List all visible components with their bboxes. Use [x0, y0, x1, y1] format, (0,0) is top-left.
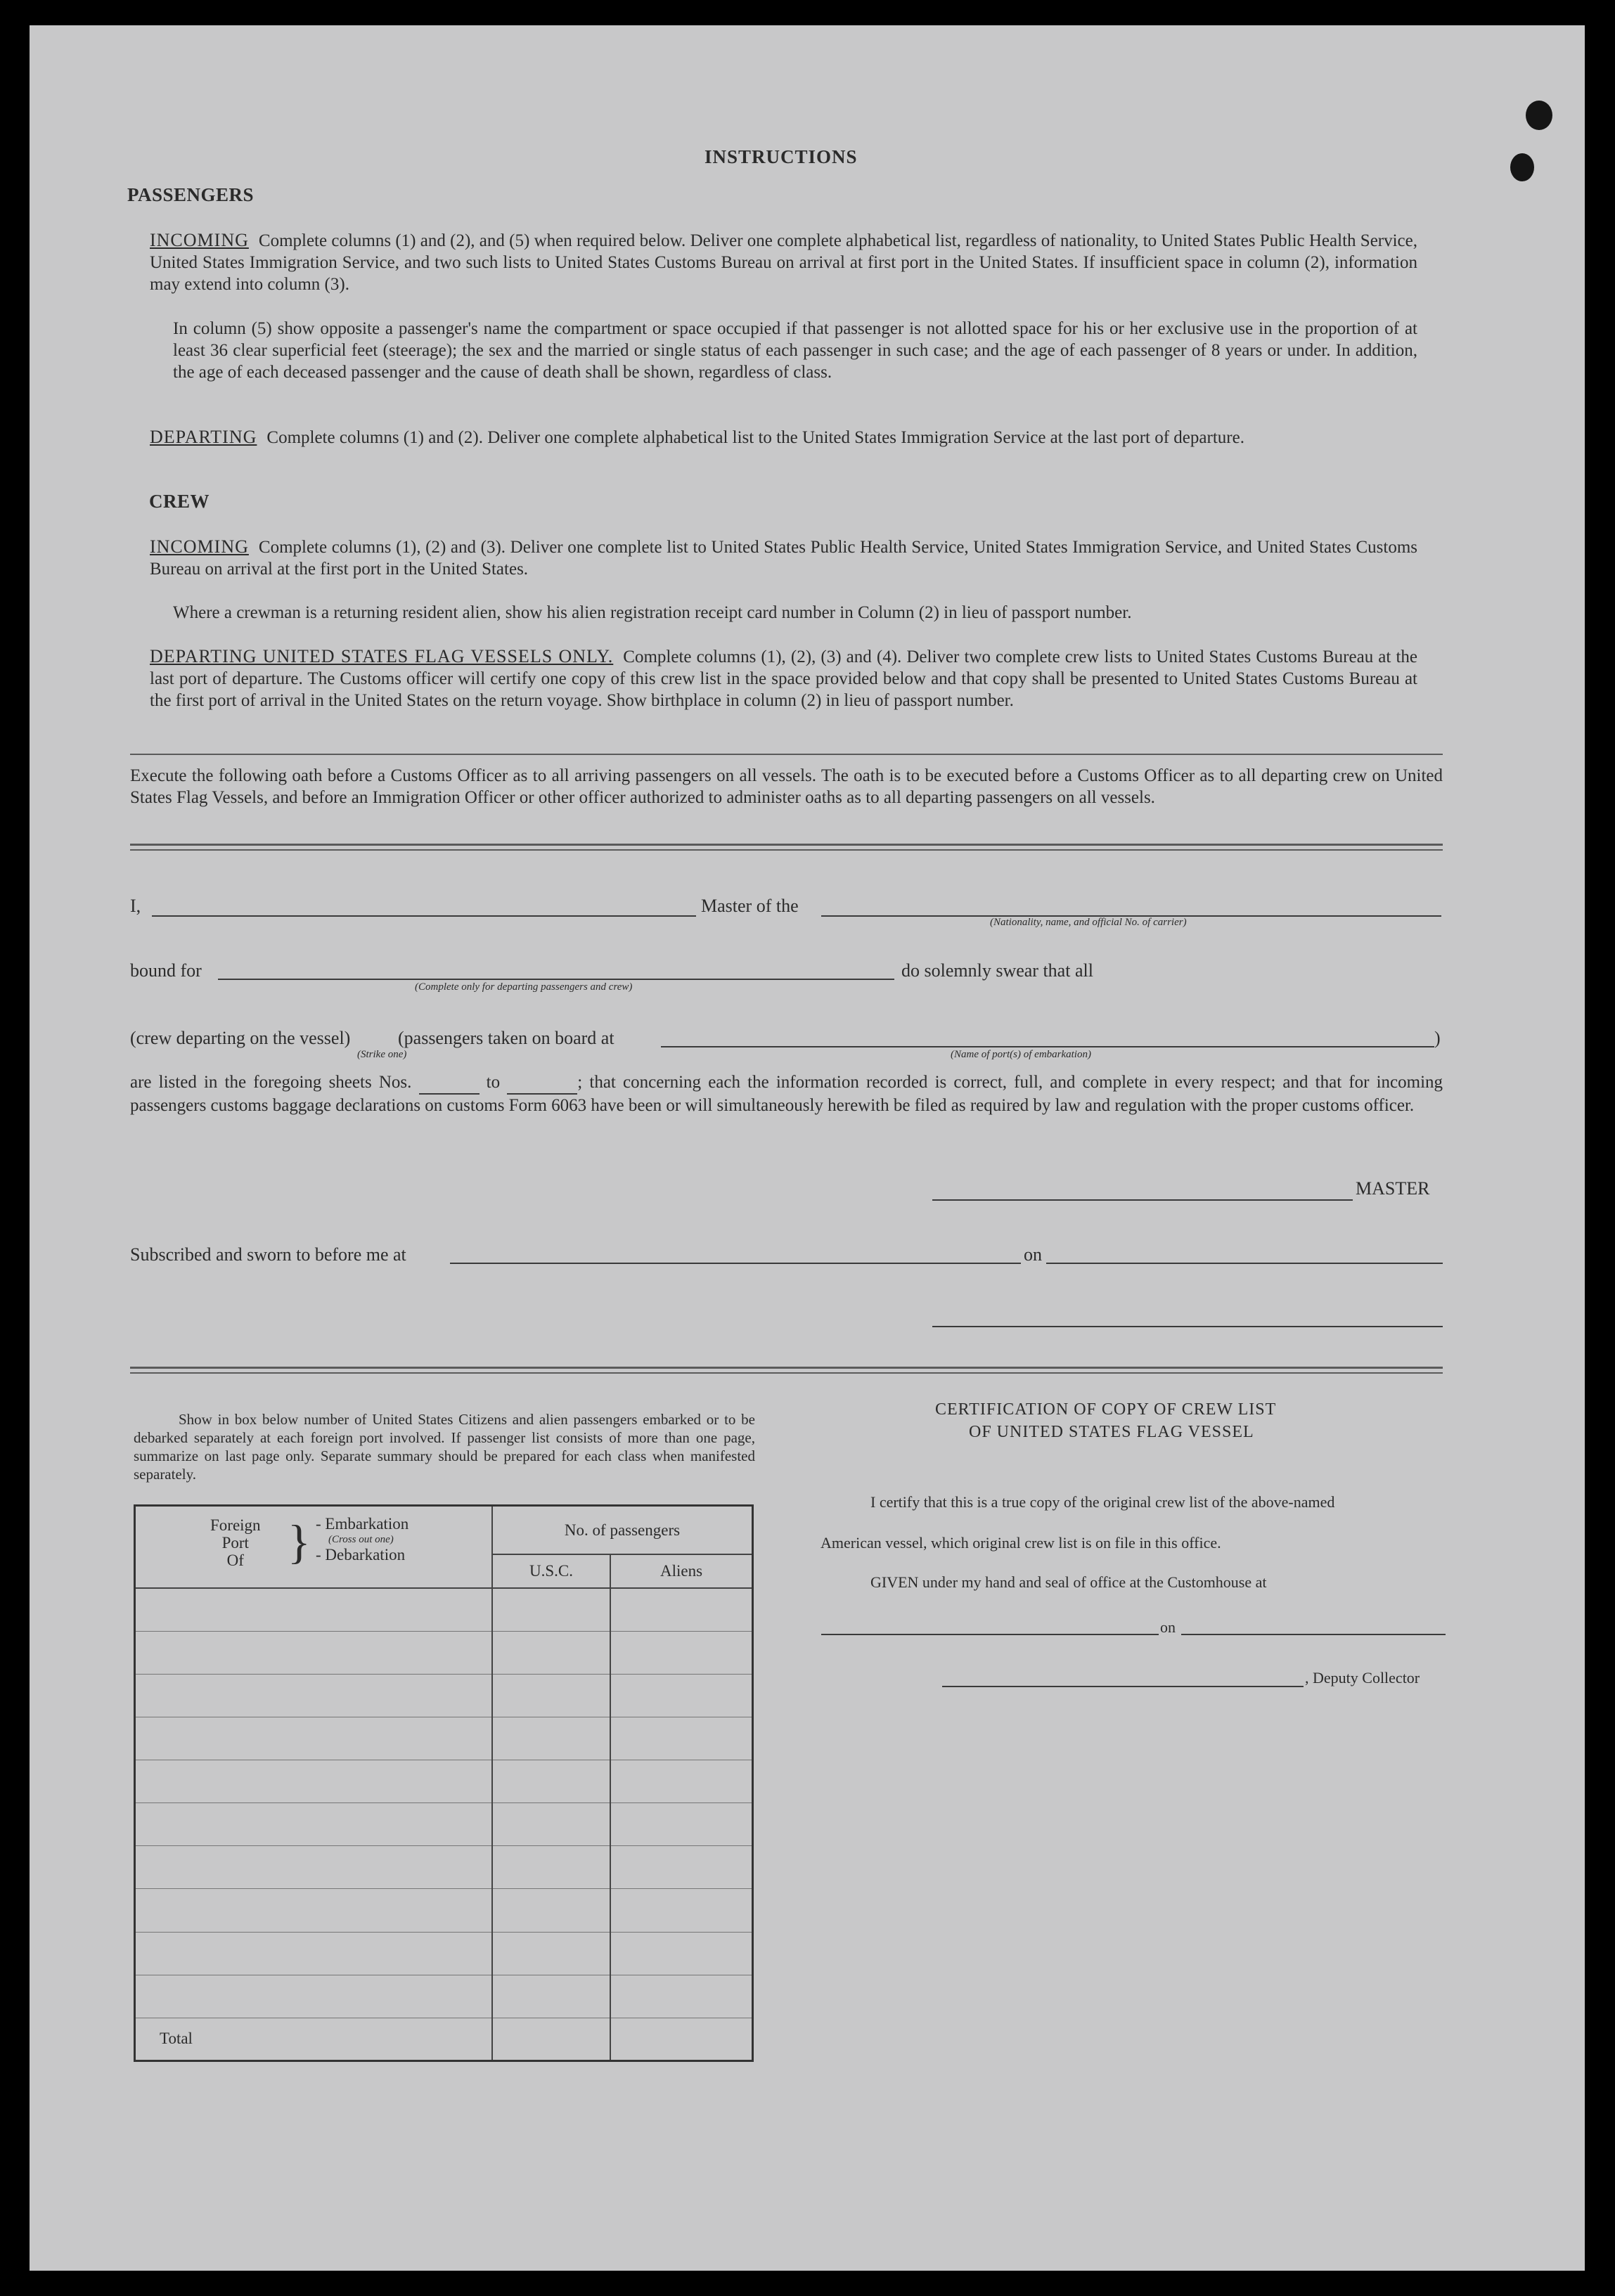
embarkation-ports-field[interactable]: [661, 1046, 1434, 1047]
bound-for-field[interactable]: [218, 979, 894, 980]
table-row[interactable]: [135, 1932, 753, 1975]
divider: [130, 754, 1443, 755]
certification-title-2: OF UNITED STATES FLAG VESSEL: [969, 1423, 1254, 1441]
subscribed-label: Subscribed and sworn to before me at: [130, 1244, 406, 1265]
oath-intro-paragraph: Execute the following oath before a Customs Officer as to all arriving passengers on all vessels. The oath is to be executed before a Customs Officer as to all departing crew on United States Flag Vessels, and before an Immigration Officer or other officer authorized to administer oaths as to all departing passengers on all vessels.: [130, 766, 1443, 807]
to-label: to: [486, 1073, 501, 1092]
master-label: MASTER: [1356, 1178, 1430, 1199]
column5-paragraph: In column (5) show opposite a passenger's name the compartment or space occupied if that passenger is not allotted space for his or her exclusive use in the proportion of at least 36 clear superficial feet (steerage); the sex and the married or single status of each passenger in such case; and the age of each passenger of 8 years or under. In addition, the age of each deceased passenger and the cause of death shall be shown, regardless of class.: [173, 319, 1417, 382]
passengers-incoming-text: Complete columns (1) and (2), and (5) when required below. Deliver one complete alphabetical list, regardless of nationality, to United States Public Health Service, United States Immigration Service, and two such lists to United States Customs Bureau on arrival at first port in the United States. If insufficient space in column (2), information may extend into column (3).: [150, 231, 1417, 294]
embarkation-option[interactable]: - Embarkation: [316, 1515, 409, 1533]
table-row[interactable]: [135, 1889, 753, 1932]
crew-departing-option[interactable]: (crew departing on the vessel): [130, 1028, 351, 1048]
table-row[interactable]: [135, 1760, 753, 1803]
usc-header: U.S.C.: [492, 1554, 610, 1588]
foreign-label: Foreign: [210, 1516, 261, 1534]
crew-incoming-paragraph: [150, 536, 1417, 580]
port-header: [135, 1506, 493, 1589]
nationality-hint: (Nationality, name, and official No. of carrier): [990, 917, 1187, 928]
strike-hint: (Strike one): [357, 1049, 407, 1060]
debarkation-option[interactable]: - Debarkation: [316, 1546, 406, 1563]
no-passengers-header: No. of passengers: [492, 1506, 753, 1555]
table-row[interactable]: [135, 1631, 753, 1674]
table-row[interactable]: [135, 1588, 753, 1631]
certification-title-1: CERTIFICATION OF COPY OF CREW LIST: [935, 1400, 1277, 1419]
passengers-departing-paragraph: [150, 426, 1417, 449]
ports-hint: (Name of port(s) of embarkation): [951, 1049, 1091, 1060]
master-of-label: Master of the: [701, 896, 799, 916]
total-row[interactable]: [135, 2018, 753, 2060]
customhouse-field[interactable]: [821, 1634, 1159, 1635]
sworn-place-field[interactable]: [450, 1263, 1021, 1264]
divider: [130, 1367, 1443, 1369]
passengers-taken-option[interactable]: (passengers taken on board at: [398, 1028, 615, 1048]
scan-border: [1585, 0, 1615, 2296]
crew-incoming-text: Complete columns (1), (2) and (3). Deliver one complete list to United States Public Health Service, United States Immigration Service, and United States Customs Bureau on arrival at the first port in the United States.: [150, 538, 1417, 579]
crew-heading: CREW: [149, 491, 210, 512]
listed-paragraph: [130, 1071, 1443, 1116]
deputy-collector-label: , Deputy Collector: [1305, 1669, 1420, 1686]
cert-on-label: on: [1160, 1618, 1176, 1636]
ink-blot: [1510, 153, 1534, 181]
given-text: GIVEN under my hand and seal of office at the Customhouse at: [870, 1573, 1267, 1591]
sheet-from-field[interactable]: [419, 1071, 480, 1095]
cert-date-field[interactable]: [1181, 1634, 1446, 1635]
divider: [130, 849, 1443, 851]
complete-hint: (Complete only for departing passengers and crew): [415, 981, 633, 993]
master-name-field[interactable]: [152, 915, 696, 917]
crew-incoming-lead: INCOMING: [150, 536, 249, 557]
crew-departing-paragraph: [150, 645, 1417, 711]
total-label: Total: [135, 2018, 493, 2060]
officer-signature-field[interactable]: [932, 1326, 1443, 1327]
table-row[interactable]: [135, 1975, 753, 2018]
crew-departing-lead: DEPARTING UNITED STATES FLAG VESSELS ONLY.: [150, 646, 614, 666]
listed-text-a: are listed in the foregoing sheets Nos.: [130, 1073, 412, 1092]
crew-alien-paragraph: Where a crewman is a returning resident alien, show his alien registration receipt card number in Column (2) in lieu of passport number.: [173, 603, 1132, 622]
passengers-incoming-lead: INCOMING: [150, 230, 249, 250]
swear-text: do solemnly swear that all: [901, 960, 1093, 981]
cross-out-hint: (Cross out one): [328, 1534, 394, 1545]
american-vessel-text: American vessel, which original crew list is on file in this office.: [821, 1534, 1221, 1552]
oath-i-label: I,: [130, 896, 141, 916]
page-title: INSTRUCTIONS: [704, 146, 858, 167]
sworn-on-label: on: [1024, 1244, 1042, 1265]
sheet-to-field[interactable]: [507, 1071, 577, 1095]
master-signature-field[interactable]: [932, 1199, 1353, 1201]
port-label: Port: [221, 1534, 249, 1552]
table-row[interactable]: [135, 1675, 753, 1717]
divider: [130, 1372, 1443, 1374]
of-label: Of: [226, 1552, 244, 1569]
divider: [130, 844, 1443, 846]
table-row[interactable]: [135, 1717, 753, 1760]
table-row[interactable]: [135, 1803, 753, 1846]
aliens-header: Aliens: [610, 1554, 753, 1588]
bound-for-label: bound for: [130, 960, 202, 981]
deputy-signature-field[interactable]: [942, 1686, 1304, 1687]
crew-departing-text: Complete columns (1), (2), (3) and (4). Deliver two complete crew lists to United States Customs Bureau at the last port of departure. The Customs officer will certify one copy of this crew list in the space provided below and that copy shall be presented to United States Customs Bureau at the first port of arrival in the United States on the return voyage. Show birthplace in column (2) in lieu of passport number.: [150, 647, 1417, 710]
listed-text-b: ; that concerning each the information recorded is correct, full, and complete in every respect; and that for incoming passengers customs baggage declarations on customs Form 6063 have been or will simultaneously herewith be filed as required by law and regulation with the proper customs officer.: [130, 1073, 1443, 1115]
passengers-incoming-paragraph: [150, 229, 1417, 295]
passengers-departing-lead: DEPARTING: [150, 427, 257, 447]
passengers-departing-text: Complete columns (1) and (2). Deliver one complete alphabetical list to the United States Immigration Service at the last port of departure.: [266, 428, 1244, 447]
close-paren: ): [1434, 1028, 1441, 1048]
passenger-summary-table: [134, 1504, 754, 2062]
table-row[interactable]: [135, 1846, 753, 1889]
sworn-date-field[interactable]: [1046, 1263, 1443, 1264]
passengers-heading: PASSENGERS: [127, 184, 255, 205]
certify-text: I certify that this is a true copy of the original crew list of the above-named: [870, 1493, 1335, 1511]
ink-blot: [1526, 101, 1552, 130]
summary-note: Show in box below number of United States Citizens and alien passengers embarked or to be debarked separately at each foreign port involved. If passenger list consists of more than one page, summarize on last page only. Separate summary should be prepared for each class when manifested separately.: [134, 1411, 755, 1483]
brace-icon: }: [288, 1515, 311, 1568]
